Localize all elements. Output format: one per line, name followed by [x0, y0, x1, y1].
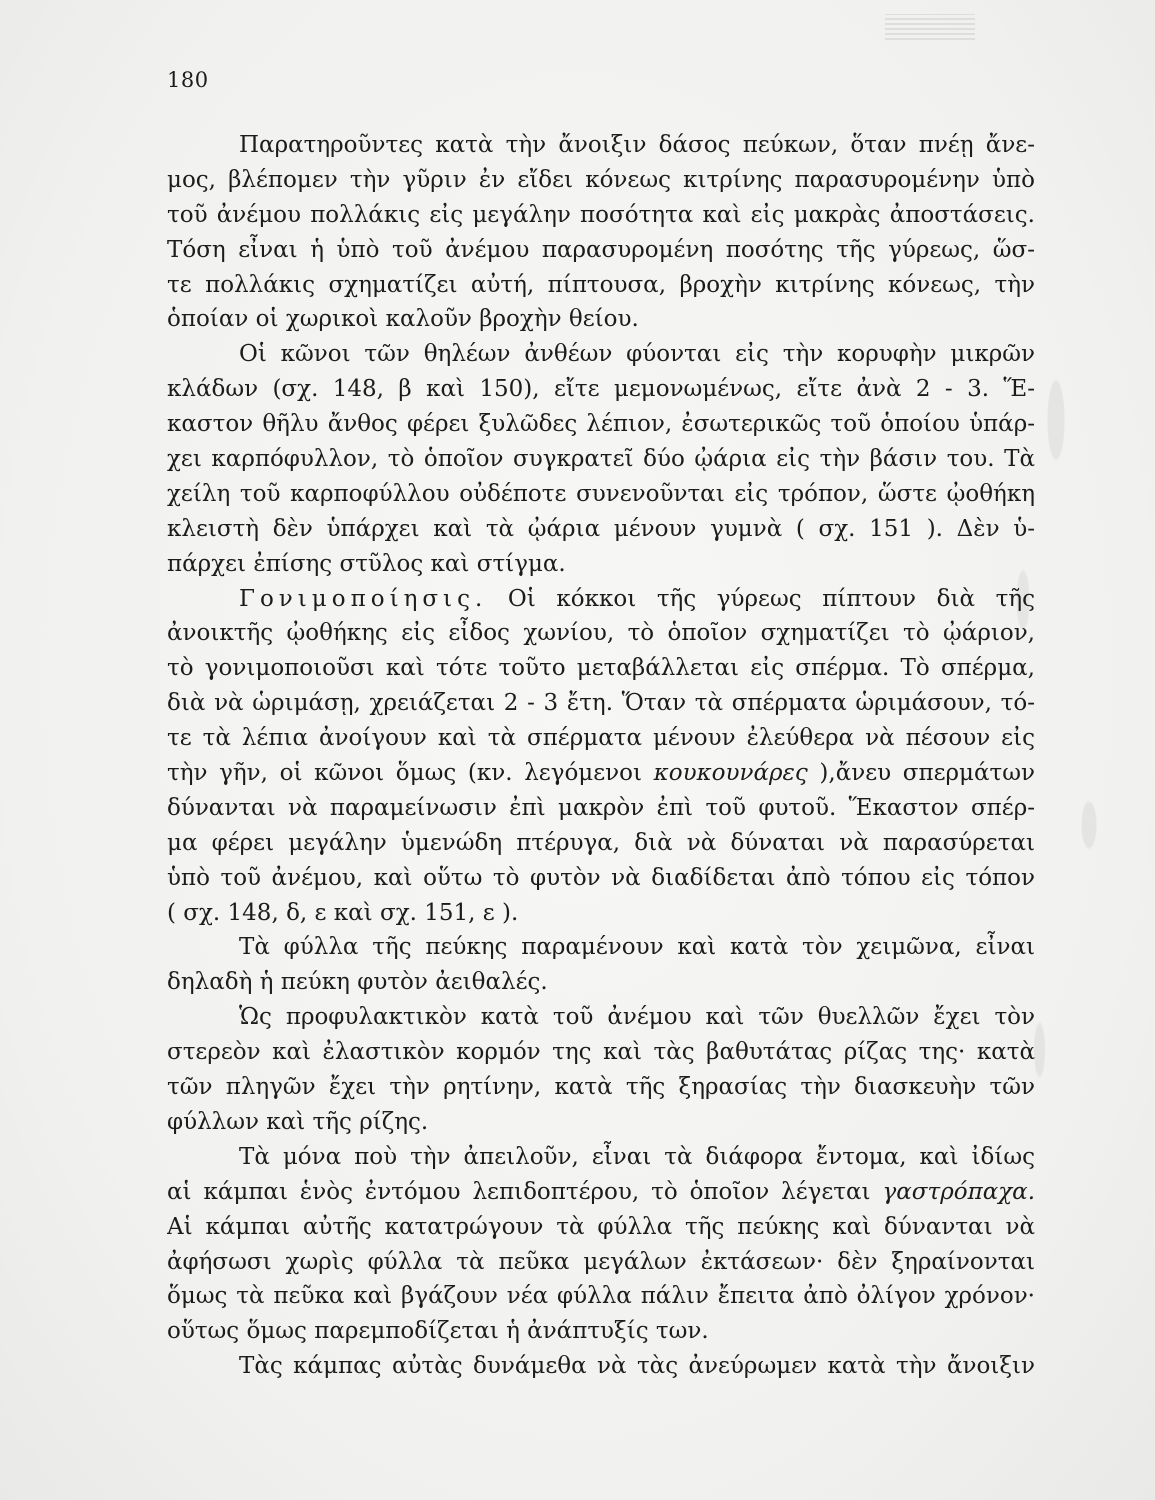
text-line: [167, 826, 1035, 861]
text-segment: οὕτως ὅμως παρεμποδίζεται ἡ ἀνάπτυξίς των.: [167, 1318, 709, 1345]
text-line: [167, 372, 1035, 407]
text-segment: Τὰ μόνα ποὺ τὴν ἀπειλοῦν, εἶναι τὰ διάφορα ἔντομα, καὶ ἰδίως: [239, 1143, 1035, 1170]
text-segment: μα φέρει μεγάλην ὑμενώδη πτέρυγα, διὰ νὰ δύναται νὰ παρασύρεται: [167, 829, 1035, 856]
text-line: [167, 302, 1035, 337]
text-segment: ὑπὸ τοῦ ἀνέμου, καὶ οὕτω τὸ φυτὸν νὰ διαδίδεται ἀπὸ τόπου εἰς τόπον: [167, 864, 1035, 891]
scan-artifact: [885, 14, 975, 40]
text-line: [167, 616, 1035, 651]
text-segment: αἱ κάμπαι ἑνὸς ἐντόμου λεπιδοπτέρου, τὸ ὁποῖον λέγεται: [167, 1178, 871, 1205]
text-segment: χείλη τοῦ καρποφύλλου οὐδέποτε συνενοῦνται εἰς τρόπον, ὥστε ᾠοθήκη: [167, 480, 1035, 507]
text-line: [167, 582, 1035, 617]
text-line: [167, 268, 1035, 303]
text-segment: κλάδων (σχ. 148, β καὶ 150), εἴτε μεμονωμένως, εἴτε ἀνὰ 2 - 3. Ἕ-: [167, 376, 1035, 403]
italic-term: γαστρόπαχα.: [882, 1178, 1035, 1205]
text-line: [167, 337, 1035, 372]
text-line: [167, 198, 1035, 233]
text-segment: Οἱ κῶνοι τῶν θηλέων ἀνθέων φύονται εἰς τὴν κορυφὴν μικρῶν: [239, 341, 1035, 368]
text-line: [167, 163, 1035, 198]
text-segment: Αἱ κάμπαι αὐτῆς κατατρώγουν τὰ φύλλα τῆς πεύκης καὶ δύνανται νὰ: [167, 1213, 1035, 1240]
text-line: [167, 128, 1035, 163]
text-segment: Ὡς προφυλακτικὸν κατὰ τοῦ ἀνέμου καὶ τῶν θυελλῶν ἔχει τὸν: [239, 1004, 1035, 1031]
text-line: [167, 1175, 1035, 1210]
text-segment: τὴν γῆν, οἱ κῶνοι ὅμως (κν. λεγόμενοι: [167, 760, 654, 787]
text-line: [167, 1245, 1035, 1280]
text-line: [167, 686, 1035, 721]
text-segment: ),: [807, 760, 836, 787]
text-line: [167, 1105, 1035, 1140]
italic-term: κουκουνάρες: [653, 760, 808, 787]
text-line: [167, 477, 1035, 512]
text-segment: τῶν πληγῶν ἔχει τὴν ρητίνην, κατὰ τῆς ξηρασίας τὴν διασκευὴν τῶν: [167, 1074, 1035, 1101]
text-segment: κλειστὴ δὲν ὑπάρχει καὶ τὰ ᾠάρια μένουν γυμνὰ ( σχ. 151 ). Δὲν ὑ-: [167, 515, 1035, 542]
text-line: [167, 965, 1035, 1000]
page-number: 180: [167, 68, 209, 92]
text-segment: δηλαδὴ ἡ πεύκη φυτὸν ἀειθαλές.: [167, 969, 548, 996]
text-line: [167, 1349, 1035, 1384]
text-segment: πάρχει ἐπίσης στῦλος καὶ στίγμα.: [167, 550, 566, 577]
text-line: [167, 896, 1035, 931]
text-segment: ὅμως τὰ πεῦκα καὶ βγάζουν νέα φύλλα πάλιν ἔπειτα ἀπὸ ὀλίγον χρόνον·: [167, 1283, 1035, 1310]
text-line: [167, 233, 1035, 268]
text-segment: ἄνευ σπερμάτων: [835, 760, 1035, 787]
text-segment: Τὰ φύλλα τῆς πεύκης παραμένουν καὶ κατὰ τὸν χειμῶνα, εἶναι: [239, 934, 1035, 961]
text-line: [167, 512, 1035, 547]
text-segment: τὸ γονιμοποιοῦσι καὶ τότε τοῦτο μεταβάλλεται εἰς σπέρμα. Τὸ σπέρμα,: [167, 655, 1035, 682]
text-segment: ὁποίαν οἱ χωρικοὶ καλοῦν βροχὴν θείου.: [167, 306, 639, 333]
text-line: [167, 1210, 1035, 1245]
text-segment: Οἱ κόκκοι τῆς γύρεως πίπτουν διὰ τῆς: [507, 585, 1035, 612]
text-segment: ἀφήσωσι χωρὶς φύλλα τὰ πεῦκα μεγάλων ἐκτάσεων· δὲν ξηραίνονται: [167, 1248, 1035, 1275]
text-segment: τοῦ ἀνέμου πολλάκις εἰς μεγάλην ποσότητα καὶ εἰς μακρὰς ἀποστάσεις.: [167, 201, 1035, 228]
text-line: [167, 930, 1035, 965]
text-line: [167, 791, 1035, 826]
text-segment: τε πολλάκις σχηματίζει αὐτή, πίπτουσα, βροχὴν κιτρίνης κόνεως, τὴν: [167, 271, 1035, 298]
text-line: [167, 1314, 1035, 1349]
text-segment: ἀνοικτῆς ᾠοθήκης εἰς εἶδος χωνίου, τὸ ὁποῖον σχηματίζει τὸ ᾠάριον,: [167, 620, 1035, 647]
text-line: [167, 547, 1035, 582]
text-segment: μος, βλέπομεν τὴν γῦριν ἐν εἴδει κόνεως κιτρίνης παρασυρομένην ὑπὸ: [167, 166, 1035, 193]
text-segment: χει καρπόφυλλον, τὸ ὁποῖον συγκρατεῖ δύο ᾠάρια εἰς τὴν βάσιν του. Τὰ: [167, 446, 1035, 473]
text-line: [167, 861, 1035, 896]
text-segment: φύλλων καὶ τῆς ρίζης.: [167, 1108, 429, 1135]
text-segment: καστον θῆλυ ἄνθος φέρει ξυλῶδες λέπιον, ἐσωτερικῶς τοῦ ὁποίου ὑπάρ-: [167, 411, 1035, 438]
text-segment: ( σχ. 148, δ, ε καὶ σχ. 151, ε ).: [167, 899, 519, 926]
text-line: [167, 407, 1035, 442]
body-text: [167, 128, 1035, 1384]
text-line: [167, 1070, 1035, 1105]
text-segment: διὰ νὰ ὡριμάσῃ, χρειάζεται 2 - 3 ἔτη. Ὅταν τὰ σπέρματα ὡριμάσουν, τό-: [167, 690, 1035, 717]
text-line: [167, 721, 1035, 756]
text-line: [167, 651, 1035, 686]
text-line: [167, 756, 1035, 791]
text-line: [167, 442, 1035, 477]
text-segment: Παρατηροῦντες κατὰ τὴν ἄνοιξιν δάσος πεύκων, ὅταν πνέῃ ἄνε-: [239, 132, 1035, 158]
text-segment: Τόση εἶναι ἡ ὑπὸ τοῦ ἀνέμου παρασυρομένη ποσότης τῆς γύρεως, ὥσ-: [167, 236, 1035, 263]
text-line: [167, 1140, 1035, 1175]
text-line: [167, 1279, 1035, 1314]
text-segment: στερεὸν καὶ ἐλαστικὸν κορμόν της καὶ τὰς βαθυτάτας ρίζας της· κατὰ: [167, 1039, 1035, 1066]
text-line: [167, 1000, 1035, 1035]
text-segment: Τὰς κάμπας αὐτὰς δυνάμεθα νὰ τὰς ἀνεύρωμεν κατὰ τὴν ἄνοιξιν: [239, 1353, 1035, 1380]
section-heading: Γονιμοποίησις.: [239, 585, 488, 612]
text-segment: τε τὰ λέπια ἀνοίγουν καὶ τὰ σπέρματα μένουν ἐλεύθερα νὰ πέσουν εἰς: [167, 725, 1035, 752]
text-segment: δύνανται νὰ παραμείνωσιν ἐπὶ μακρὸν ἐπὶ τοῦ φυτοῦ. Ἕκαστον σπέρ-: [167, 794, 1035, 821]
text-line: [167, 1035, 1035, 1070]
